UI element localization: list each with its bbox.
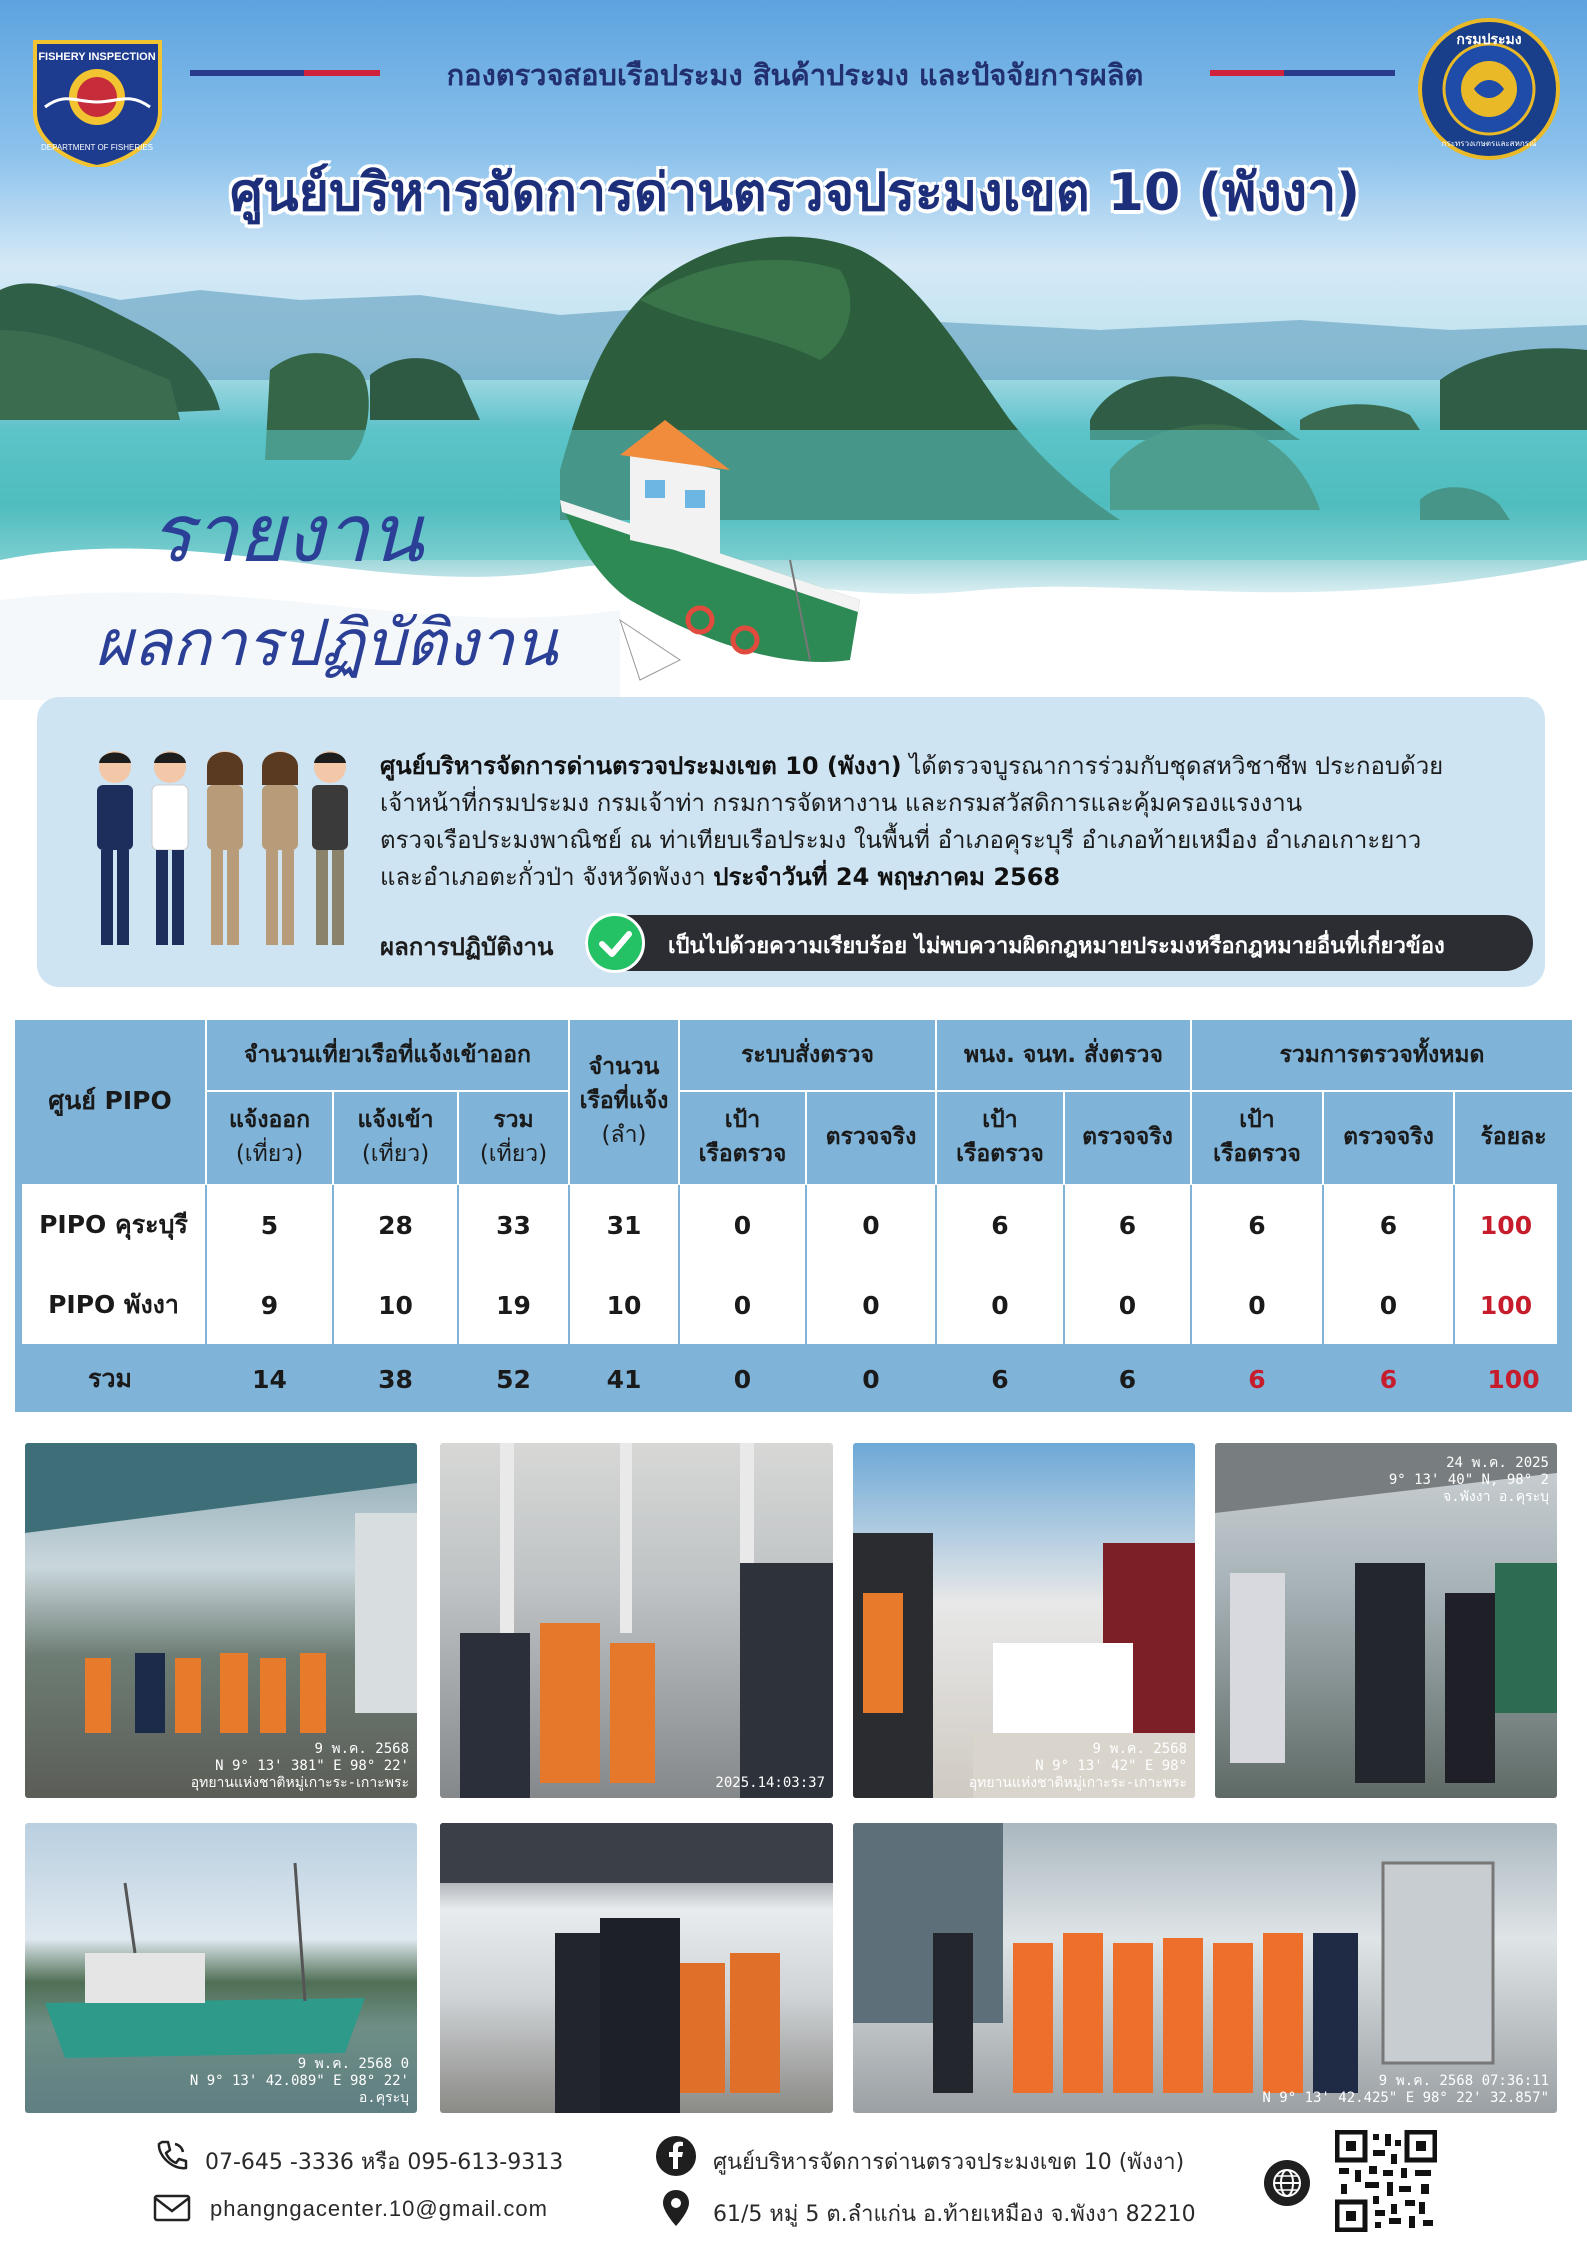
globe-icon[interactable] — [1264, 2160, 1310, 2206]
header-grid-lines — [15, 1020, 1572, 1185]
col-header-center: ศูนย์ PIPO — [15, 1020, 205, 1182]
photo-stamp: 9 พ.ค. 2568 0 N 9° 13' 42.089" E 98° 22' อ.คุระบุ — [189, 2056, 409, 2106]
organization-title: กองตรวจสอบเรือประมง สินค้าประมง และปัจจัยการผลิต — [446, 58, 1144, 92]
inspection-photo — [853, 1823, 1557, 2113]
photo-stamp: 9 พ.ค. 2568 N 9° 13' 381" E 98° 22' อุทยานแห่งชาติหมู่เกาะระ-เกาะพระ — [190, 1741, 409, 1791]
summary-line1: ได้ตรวจบูรณาการร่วมกับชุดสหวิชาชีพ ประกอบด้วย — [901, 752, 1444, 780]
result-label: ผลการปฏิบัติงาน — [380, 933, 554, 961]
cell-sum: 33 — [459, 1184, 568, 1266]
out-unit: (เที่ยว) — [235, 1141, 304, 1167]
total-off-actual: 6 — [1065, 1346, 1190, 1412]
facebook-page[interactable]: ศูนย์บริหารจัดการด่านตรวจประมงเขต 10 (พังงา) — [713, 2150, 1185, 2175]
total-sys-target: 0 — [680, 1346, 805, 1412]
total-tot-actual: 6 — [1324, 1346, 1453, 1412]
col-header-tot-actual: ตรวจจริง — [1324, 1092, 1453, 1182]
vessels-line2: เรือที่แจ้ง — [579, 1088, 669, 1114]
cell-vessels: 31 — [570, 1184, 678, 1266]
col-group-officer: พนง. จนท. สั่งตรวจ — [937, 1020, 1190, 1090]
seal-bottom-text: กระทรวงเกษตรและสหกรณ์ — [1441, 139, 1537, 148]
check-icon — [585, 913, 645, 973]
cell-vessels: 10 — [570, 1266, 678, 1344]
sum-label: รวม — [493, 1107, 534, 1133]
off-target-line1: เป้า — [982, 1107, 1018, 1133]
contact-phone[interactable]: 07-645 -3336 หรือ 095-613-9313 — [205, 2150, 564, 2175]
vessels-unit: (ลำ) — [601, 1122, 647, 1148]
inspection-photo — [25, 1823, 417, 2113]
vessels-line1: จำนวน — [588, 1054, 660, 1080]
photo-stamp: 2025.14:03:37 — [715, 1775, 825, 1791]
summary-line3: ตรวจเรือประมงพาณิชย์ ณ ท่าเทียบเรือประมง ในพื้นที่ อำเภอคุระบุรี อำเภอท้ายเหมือง อำเภอเกาะยาว — [380, 826, 1422, 854]
total-percent: 100 — [1455, 1346, 1572, 1412]
page-title: ศูนย์บริหารจัดการด่านตรวจประมงเขต 10 (พังงา) — [229, 163, 1361, 223]
qr-code[interactable] — [1335, 2130, 1437, 2232]
cell-off-target: 0 — [937, 1266, 1063, 1344]
cell-off-actual: 6 — [1065, 1184, 1190, 1266]
phone-icon — [153, 2138, 189, 2174]
report-heading: รายงาน — [150, 487, 424, 580]
cell-percent: 100 — [1455, 1184, 1557, 1266]
cell-sys-target: 0 — [680, 1184, 805, 1266]
inspection-photo — [440, 1823, 833, 2113]
sum-unit: (เที่ยว) — [479, 1141, 548, 1167]
result-text: เป็นไปด้วยความเรียบร้อย ไม่พบความผิดกฎหมายประมงหรือกฎหมายอื่นที่เกี่ยวข้อง — [668, 934, 1445, 959]
cell-in: 28 — [334, 1184, 457, 1266]
cell-sys-actual: 0 — [807, 1266, 935, 1344]
total-sum: 52 — [459, 1346, 568, 1412]
facebook-icon — [656, 2136, 696, 2176]
address: 61/5 หมู่ 5 ต.ลำแก่น อ.ท้ายเหมือง จ.พังงา 82210 — [713, 2202, 1196, 2227]
contact-email[interactable]: phangngacenter.10@gmail.com — [210, 2196, 548, 2221]
col-header-sys-actual: ตรวจจริง — [807, 1092, 935, 1182]
cell-percent: 100 — [1455, 1266, 1557, 1344]
cell-off-actual: 0 — [1065, 1266, 1190, 1344]
total-in: 38 — [334, 1346, 457, 1412]
col-group-system: ระบบสั่งตรวจ — [680, 1020, 935, 1090]
report-subheading: ผลการปฏิบัติงาน — [95, 607, 558, 681]
sys-target-line1: เป้า — [724, 1107, 761, 1133]
cell-tot-target: 0 — [1192, 1266, 1322, 1344]
summary-line2: เจ้าหน้าที่กรมประมง กรมเจ้าท่า กรมการจัดหางาน และกรมสวัสดิการและคุ้มครองแรงงาน — [380, 789, 1303, 817]
cell-tot-actual: 6 — [1324, 1184, 1453, 1266]
fishery-inspection-logo — [25, 22, 170, 167]
cell-off-target: 6 — [937, 1184, 1063, 1266]
sys-target-line2: เรือตรวจ — [698, 1141, 787, 1167]
out-label: แจ้งออก — [228, 1107, 311, 1133]
cell-out: 5 — [207, 1184, 332, 1266]
inspection-photo — [1215, 1443, 1557, 1798]
cell-out: 9 — [207, 1266, 332, 1344]
department-of-fisheries-seal — [1418, 18, 1560, 160]
photo-stamp: 9 พ.ค. 2568 07:36:11 N 9° 13' 42.425" E 98° 22' 32.857" — [1262, 2073, 1549, 2106]
col-group-trips: จำนวนเที่ยวเรือที่แจ้งเข้าออก — [207, 1020, 568, 1090]
total-tot-target: 6 — [1192, 1346, 1322, 1412]
summary-lead: ศูนย์บริหารจัดการด่านตรวจประมงเขต 10 (พังงา) — [380, 752, 902, 780]
photo-stamp: 24 พ.ค. 2025 9° 13' 40" N, 98° 2 จ.พังงา อ.คุระบุ — [1388, 1455, 1549, 1505]
cell-sys-actual: 0 — [807, 1184, 935, 1266]
tot-target-line2: เรือตรวจ — [1213, 1141, 1301, 1167]
off-target-line2: เรือตรวจ — [956, 1141, 1044, 1167]
cell-tot-target: 6 — [1192, 1184, 1322, 1266]
total-out: 14 — [207, 1346, 332, 1412]
row-name: PIPO พังงา — [22, 1266, 205, 1344]
officers-illustration — [85, 745, 355, 960]
location-pin-icon — [661, 2188, 691, 2228]
logo-bottom-text: DEPARTMENT OF FISHERIES — [40, 143, 154, 152]
col-header-off-actual: ตรวจจริง — [1065, 1092, 1190, 1182]
in-unit: (เที่ยว) — [361, 1141, 430, 1167]
inspection-photo — [853, 1443, 1195, 1798]
total-vessels: 41 — [570, 1346, 678, 1412]
inspection-photo — [25, 1443, 417, 1798]
cell-sys-target: 0 — [680, 1266, 805, 1344]
col-group-total: รวมการตรวจทั้งหมด — [1192, 1020, 1572, 1090]
cell-sum: 19 — [459, 1266, 568, 1344]
summary-line4: และอำเภอตะกั่วป่า จังหวัดพังงา — [380, 863, 714, 891]
total-sys-actual: 0 — [807, 1346, 935, 1412]
summary-paragraph — [380, 748, 1510, 896]
col-header-percent: ร้อยละ — [1455, 1092, 1572, 1182]
inspection-photo — [440, 1443, 833, 1798]
in-label: แจ้งเข้า — [357, 1107, 434, 1133]
row-name: PIPO คุระบุรี — [22, 1184, 205, 1266]
header-rule-right — [1210, 70, 1395, 76]
tot-target-line1: เป้า — [1239, 1107, 1275, 1133]
email-icon — [153, 2193, 191, 2223]
cell-tot-actual: 0 — [1324, 1266, 1453, 1344]
photo-stamp: 9 พ.ค. 2568 N 9° 13' 42" E 98° อุทยานแห่งชาติหมู่เกาะระ-เกาะพระ — [968, 1741, 1187, 1791]
logo-top-text: FISHERY INSPECTION — [38, 51, 156, 63]
report-date: ประจำวันที่ 24 พฤษภาคม 2568 — [713, 863, 1061, 891]
total-name: รวม — [15, 1346, 205, 1412]
header-rule-left — [190, 70, 380, 76]
cell-in: 10 — [334, 1266, 457, 1344]
seal-top-text: กรมประมง — [1456, 32, 1522, 48]
total-off-target: 6 — [937, 1346, 1063, 1412]
